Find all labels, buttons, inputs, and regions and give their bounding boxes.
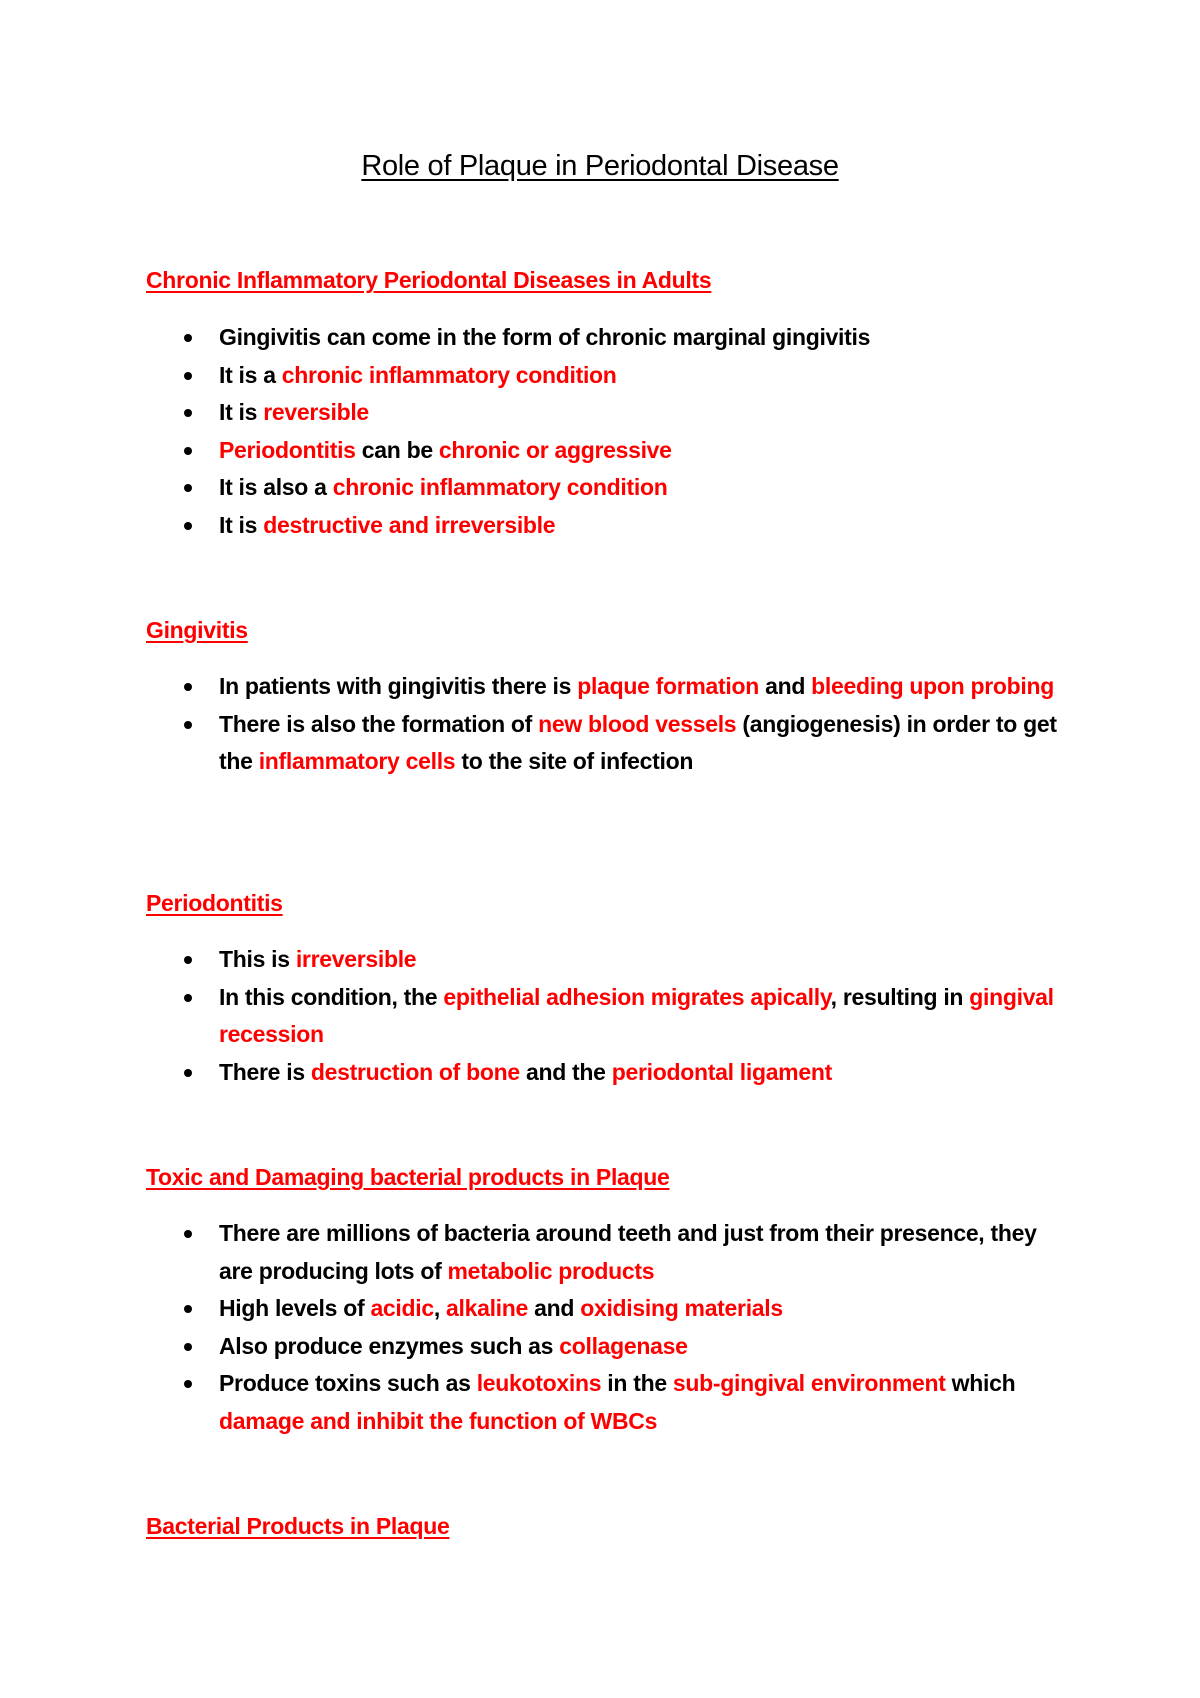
bullet-text: It is a	[219, 361, 282, 388]
bullet-dot-icon	[184, 484, 192, 492]
section-heading-gingivitis: Gingivitis	[146, 617, 248, 643]
highlight-text: inflammatory cells	[258, 748, 456, 774]
section-heading-toxic-products: Toxic and Damaging bacterial products in Plaque	[146, 1164, 670, 1190]
bullet-item	[0, 706, 1059, 781]
bullet-dot-icon	[184, 372, 192, 380]
highlight-text: collagenase	[559, 1332, 688, 1359]
highlight-text: acidic	[370, 1295, 434, 1321]
highlight-text: chronic inflammatory condition	[332, 474, 668, 500]
bullet-item	[0, 1215, 1059, 1290]
bullet-dot-icon	[184, 956, 192, 964]
bullet-dot-icon	[184, 1380, 192, 1388]
bullet-text: (angiogenesis) in order to get the	[219, 710, 1057, 774]
highlight-text: sub-gingival environment	[672, 1370, 946, 1396]
highlight-text: metabolic products	[447, 1257, 655, 1284]
highlight-text: Periodontitis	[219, 436, 356, 463]
bullet-text: ,	[433, 1295, 447, 1321]
highlight-text: reversible	[263, 399, 369, 425]
section-heading-periodontitis: Periodontitis	[146, 890, 283, 916]
bullet-list-chronic	[0, 319, 1059, 544]
highlight-text: oxidising materials	[580, 1295, 783, 1321]
bullet-item	[0, 1054, 1059, 1092]
bullet-item	[0, 507, 1059, 545]
highlight-text: damage and inhibit the function of WBCs	[219, 1407, 658, 1434]
bullet-dot-icon	[184, 334, 192, 342]
bullet-dot-icon	[184, 1305, 192, 1313]
bullet-dot-icon	[184, 683, 192, 691]
bullet-item	[0, 1290, 1059, 1328]
bullet-item	[0, 668, 1059, 706]
bullet-text: , resulting in	[830, 983, 970, 1010]
bullet-text: It is	[219, 399, 264, 425]
bullet-list-toxic-products	[0, 1215, 1059, 1440]
bullet-list-gingivitis	[0, 668, 1059, 781]
highlight-text: bleeding upon probing	[811, 673, 1054, 699]
bullet-item	[0, 319, 1059, 357]
bullet-text: and the	[519, 1058, 612, 1085]
bullet-dot-icon	[184, 409, 192, 417]
section-heading-chronic: Chronic Inflammatory Periodontal Diseases in Adults	[146, 267, 712, 293]
bullet-item	[0, 469, 1059, 507]
section-heading-bacterial-products: Bacterial Products in Plaque	[146, 1513, 450, 1539]
bullet-text: There is	[219, 1058, 311, 1085]
bullet-text: can be	[355, 436, 439, 463]
bullet-dot-icon	[184, 522, 192, 530]
bullet-dot-icon	[184, 994, 192, 1002]
highlight-text: destructive and irreversible	[263, 511, 556, 538]
highlight-text: irreversible	[295, 946, 417, 972]
bullet-text: There is also the formation of	[219, 710, 539, 737]
bullet-text: Produce toxins such as	[219, 1370, 477, 1396]
bullet-text: High levels of	[219, 1295, 371, 1321]
bullet-text: and	[759, 673, 812, 699]
highlight-text: alkaline	[446, 1295, 529, 1321]
bullet-text: There are millions of bacteria around teeth and just from their presence, they are producing lots of	[219, 1220, 1037, 1284]
bullet-text: It is	[219, 511, 264, 538]
bullet-text: This is	[219, 946, 296, 972]
bullet-item	[0, 432, 1059, 470]
bullet-dot-icon	[184, 447, 192, 455]
bullet-text: and	[528, 1295, 581, 1321]
bullet-dot-icon	[184, 1069, 192, 1077]
bullet-text: to the site of infection	[455, 748, 694, 774]
bullet-list-periodontitis	[0, 941, 1059, 1091]
highlight-text: chronic inflammatory condition	[281, 361, 617, 388]
highlight-text: destruction of bone	[310, 1058, 520, 1085]
highlight-text: epithelial adhesion migrates apically	[443, 983, 831, 1010]
bullet-item	[0, 357, 1059, 395]
highlight-text: chronic or aggressive	[438, 436, 672, 463]
bullet-text: in the	[601, 1370, 673, 1396]
bullet-text: which	[945, 1370, 1016, 1396]
bullet-text: It is also a	[219, 474, 333, 500]
highlight-text: gingival recession	[219, 983, 1054, 1047]
highlight-text: new blood vessels	[538, 710, 737, 737]
page-title: Role of Plaque in Periodontal Disease	[361, 150, 839, 182]
bullet-item	[0, 394, 1059, 432]
bullet-text: Also produce enzymes such as	[219, 1332, 560, 1359]
bullet-item	[0, 1328, 1059, 1366]
highlight-text: plaque formation	[577, 673, 759, 699]
bullet-dot-icon	[184, 1343, 192, 1351]
bullet-dot-icon	[184, 721, 192, 729]
bullet-text: In this condition, the	[219, 983, 444, 1010]
highlight-text: leukotoxins	[476, 1370, 602, 1396]
bullet-text: In patients with gingivitis there is	[219, 673, 578, 699]
bullet-text: Gingivitis can come in the form of chronic marginal gingivitis	[219, 324, 871, 350]
bullet-item	[0, 941, 1059, 979]
highlight-text: periodontal ligament	[611, 1058, 832, 1085]
bullet-item	[0, 1365, 1059, 1440]
bullet-item	[0, 979, 1059, 1054]
bullet-dot-icon	[184, 1230, 192, 1238]
